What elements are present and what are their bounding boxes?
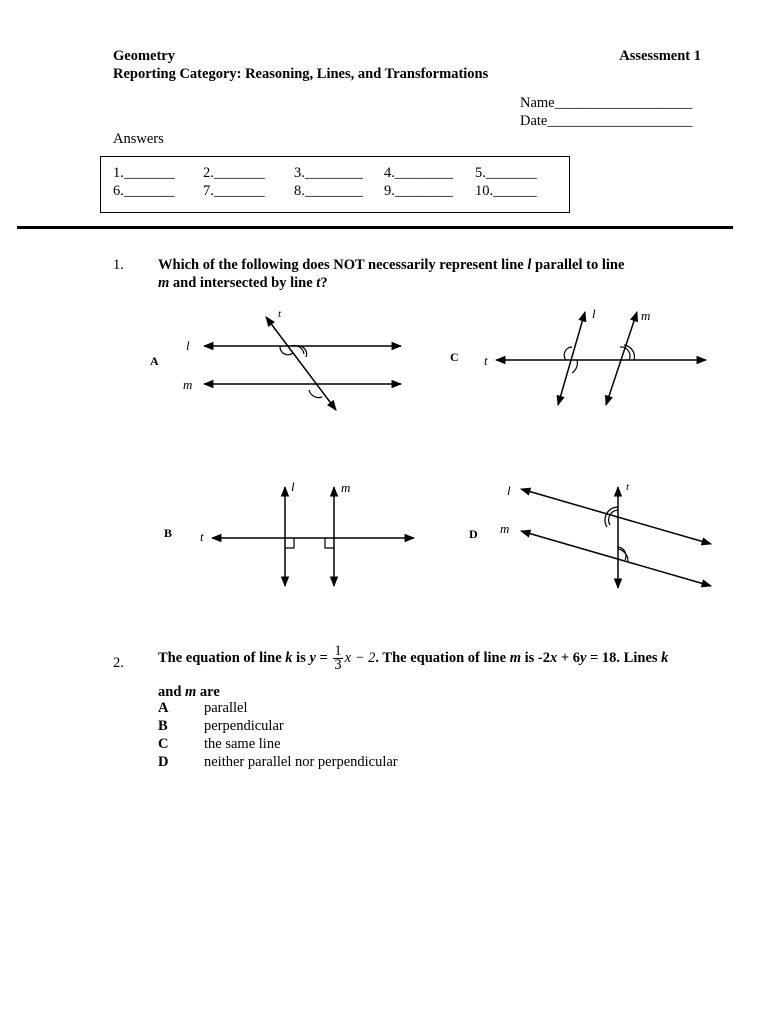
- question-1-text: Which of the following does NOT necessarily represent line l parallel to line m and intersected by line t?: [158, 257, 625, 291]
- figure-b-label-m: m: [341, 480, 351, 495]
- figure-c-line-m: [606, 312, 637, 405]
- question-2-number: 2.: [113, 655, 124, 671]
- figure-d-label: D: [469, 527, 478, 541]
- subject-title: Geometry: [113, 48, 175, 64]
- figure-b-label-t: t: [200, 529, 204, 544]
- question-2-text-cont: and m are: [158, 684, 220, 700]
- figure-c[interactable]: [450, 306, 706, 405]
- answer-blank-1[interactable]: 1._______: [113, 165, 175, 181]
- figure-b-label-l: l: [291, 479, 295, 494]
- answer-blank-2[interactable]: 2._______: [203, 165, 265, 181]
- figure-c-label-l: l: [592, 306, 596, 321]
- figure-b[interactable]: [164, 479, 414, 586]
- figure-d[interactable]: [469, 481, 711, 588]
- name-field[interactable]: Name___________________: [520, 95, 693, 111]
- figure-a-label-l: l: [186, 338, 190, 353]
- answer-blank-10[interactable]: 10.______: [475, 183, 537, 199]
- figure-b-label: B: [164, 526, 173, 540]
- reporting-category: Reporting Category: Reasoning, Lines, and Transformations: [113, 66, 489, 82]
- figure-d-label-t: t: [626, 481, 630, 493]
- figure-c-line-l: [558, 312, 585, 405]
- figure-a-label: A: [150, 354, 159, 368]
- figure-d-label-l: l: [507, 483, 511, 498]
- figure-a-label-m: m: [183, 377, 193, 392]
- figure-d-label-m: m: [500, 521, 510, 536]
- figure-d-line-l: [521, 489, 711, 544]
- fraction-one-third: $\frac{1}{3}$: [334, 643, 342, 673]
- figure-a-transversal: [266, 317, 336, 410]
- figure-b-right-angle: [285, 538, 294, 548]
- figure-c-label: C: [450, 350, 459, 364]
- answer-blank-6[interactable]: 6._______: [113, 183, 175, 199]
- figure-d-line-m: [521, 531, 711, 586]
- answer-blank-5[interactable]: 5._______: [475, 165, 537, 181]
- figure-d-angle-mark: [609, 510, 618, 525]
- assessment-title: Assessment 1: [619, 48, 701, 64]
- figure-c-label-t: t: [484, 353, 488, 368]
- answers-label: Answers: [113, 131, 164, 147]
- answer-blank-3[interactable]: 3.________: [294, 165, 363, 181]
- answer-blank-4[interactable]: 4.________: [384, 165, 453, 181]
- figure-a[interactable]: [150, 308, 401, 410]
- answer-blank-9[interactable]: 9.________: [384, 183, 453, 199]
- answer-blank-8[interactable]: 8.________: [294, 183, 363, 199]
- date-field[interactable]: Date____________________: [520, 113, 693, 129]
- question-2-text: The equation of line k is y = $\frac{1}{3}$ x − 2. The equation of line m is -2x + 6y = 18. Lines k: [158, 643, 669, 673]
- answer-blank-7[interactable]: 7._______: [203, 183, 265, 199]
- figure-a-label-t: t: [278, 308, 282, 320]
- figure-c-angle-mark: [564, 347, 572, 360]
- figure-c-label-m: m: [641, 308, 651, 323]
- question-1-number: 1.: [113, 257, 124, 273]
